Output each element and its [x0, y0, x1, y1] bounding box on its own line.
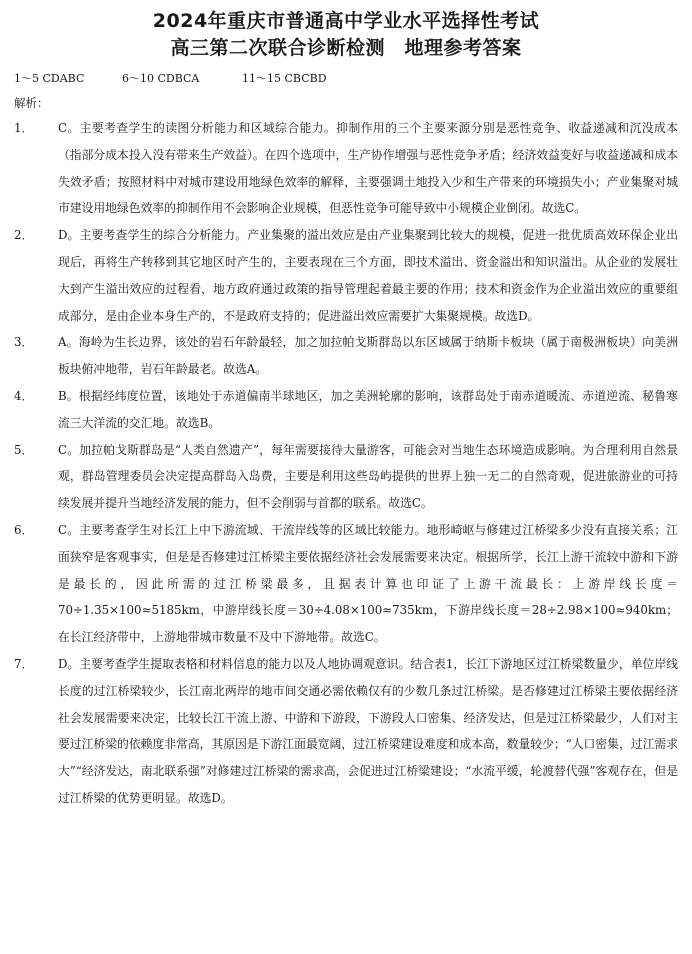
answer-group-3: 11～15 CBCBD — [242, 72, 327, 85]
question-explanation: B。根据经纬度位置，该地处于赤道偏南半球地区，加之美洲轮廓的影响，该群岛处于南赤道暖流、赤道逆流、秘鲁寒流三大洋流的交汇地。故选B。 — [58, 388, 678, 430]
question-item — [14, 222, 678, 329]
question-item — [14, 517, 678, 651]
title-line-2: 高三第二次联合诊断检测 地理参考答案 — [170, 37, 522, 59]
analysis-label: 解析： — [14, 96, 49, 110]
question-item — [14, 651, 678, 812]
answer-group-2: 6～10 CDBCA — [122, 72, 200, 85]
question-number: 1． — [14, 121, 34, 135]
question-item — [14, 383, 678, 437]
question-explanation: D。主要考查学生的综合分析能力。产业集聚的溢出效应是由产业集聚到比较大的规模，促进一批优质高效环保企业出现后，再将生产转移到其它地区时产生的，主要表现在三个方面，即技术溢出、资金溢出和知识溢出。从企业的发展壮大到产生溢出效应的过程看，地方政府通过政策的指导管理起着最主要的作用；技术和资金作为企业溢出效应的重要组成部分，是由企业本身生产的，不是政府支持的；促进溢出效应需要扩大集聚规模。故选D。 — [58, 228, 678, 323]
question-number: 6． — [14, 522, 34, 537]
answer-group-1: 1～5 CDABC — [14, 72, 85, 85]
question-number: 2． — [14, 228, 34, 243]
title-line-1: 2024年重庆市普通高中学业水平选择性考试 — [152, 10, 540, 32]
question-explanation: C。主要考查学生的读图分析能力和区域综合能力。抑制作用的三个主要来源分别是恶性竞争、收益递减和沉没成本（指部分成本投入没有带来生产效益）。在四个选项中，生产协作增强与恶性竞争矛盾；经济效益变好与收益递减和成本失效矛盾；按照材料中对城市建设用地绿色效率的解释，主要强调土地投入少和生产带来的环境损失小；产业集聚对城市建设用地绿色效率的抑制作用不会影响企业规模，但恶性竞争可能导致中小规模企业倒闭。故选C。 — [58, 121, 678, 216]
question-number: 4． — [14, 388, 34, 403]
question-explanation: A。海岭为生长边界，该处的岩石年龄最轻，加之加拉帕戈斯群岛以东区域属于纳斯卡板块（属于南极洲板块）向美洲板块俯冲地带，岩石年龄最老。故选A。 — [58, 335, 678, 377]
question-number: 7． — [14, 656, 34, 671]
answer-key — [14, 71, 678, 87]
question-number: 3． — [14, 335, 34, 350]
question-explanation: D。主要考查学生提取表格和材料信息的能力以及人地协调观意识。结合表1，长江下游地区过江桥梁数量少，单位岸线长度的过江桥梁较少，长江南北两岸的地市间交通必需依赖仅有的少数几条过江桥梁。是否修建过江桥梁主要依据经济社会发展需要来决定，比较长江干流上游、中游和下游段，下游段人口密集、经济发达，但是过江桥梁最少，人们对主要过江桥梁的依赖度非常高，其原因是下游江面最宽阔，过江桥梁建设难度和成本高，数量较少；“人口密集，过江需求大”“经济发达，南北联系强”对修建过江桥梁的需求高，会促进过江桥梁建设；“水流平缓，轮渡替代强”客观存在，但是过江桥梁的优势更明显。故选D。 — [58, 656, 679, 805]
question-number: 5． — [14, 442, 34, 457]
question-explanation: C。加拉帕戈斯群岛是“人类自然遗产”，每年需要接待大量游客，可能会对当地生态环境造成影响。为合理利用自然景观，群岛管理委员会决定提高群岛入岛费，主要是利用这些岛屿提供的世界上独一无二的自然奇观，促进旅游业的可持续发展并提升当地经济发展的能力，但不会削弱与首都的联系。故选C。 — [58, 442, 678, 511]
question-explanation: C。主要考查学生对长江上中下游流域、干流岸线等的区域比较能力。地形崎岖与修建过江桥梁多少没有直接关系；江面狭窄是客观事实，但是是否修建过江桥梁主要依据经济社会发展需要来决定。根据所学，长江上游干流较中游和下游是最长的，因此所需的过江桥梁最多，且据表计算也印证了上游干流最长：上游岸线长度＝70÷1.35×100≈5185km，中游岸线长度＝30÷4.08×100≈735km，下游岸线长度＝28÷2.98×100≈940km；在长江经济带中，上游地带城市数量不及中下游地带。故选C。 — [58, 522, 678, 645]
document-title — [14, 8, 678, 62]
question-item — [14, 115, 678, 222]
question-item — [14, 437, 678, 517]
question-item — [14, 329, 678, 383]
